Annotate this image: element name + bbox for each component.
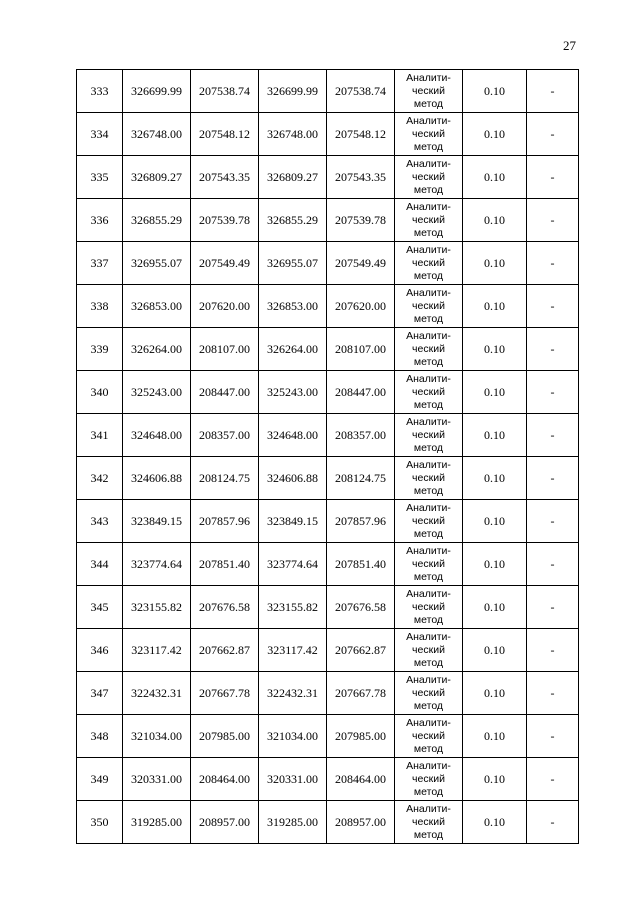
method-cell: [395, 758, 463, 801]
note-cell: -: [527, 715, 579, 758]
y-coord-existing-cell: 208464.00: [327, 758, 395, 801]
method-text-line: метод: [413, 140, 444, 153]
table-row: [77, 629, 579, 672]
y-coord-cell: 207548.12: [191, 113, 259, 156]
accuracy-cell: 0.10: [463, 629, 527, 672]
y-coord-cell: 208957.00: [191, 801, 259, 844]
y-coord-existing-cell: 208124.75: [327, 457, 395, 500]
y-coord-existing-cell: 208447.00: [327, 371, 395, 414]
method-cell: [395, 70, 463, 113]
method-text-line: ческий: [412, 729, 445, 742]
method-text-line: Аналити-: [406, 114, 451, 127]
method-cell: [395, 801, 463, 844]
x-coord-cell: 320331.00: [123, 758, 191, 801]
method-cell: [395, 715, 463, 758]
method-text-line: метод: [413, 742, 444, 755]
y-coord-existing-cell: 208957.00: [327, 801, 395, 844]
x-coord-cell: 325243.00: [123, 371, 191, 414]
point-number-cell: 348: [77, 715, 123, 758]
point-number-cell: 347: [77, 672, 123, 715]
method-text-line: метод: [413, 527, 444, 540]
note-cell: -: [527, 414, 579, 457]
method-cell: [395, 457, 463, 500]
table-row: [77, 715, 579, 758]
x-coord-existing-cell: 325243.00: [259, 371, 327, 414]
method-text-line: ческий: [412, 643, 445, 656]
point-number-cell: 340: [77, 371, 123, 414]
method-text-line: ческий: [412, 170, 445, 183]
accuracy-cell: 0.10: [463, 801, 527, 844]
table-row: [77, 758, 579, 801]
method-text-line: метод: [413, 398, 444, 411]
note-cell: -: [527, 371, 579, 414]
accuracy-cell: 0.10: [463, 199, 527, 242]
method-text-line: метод: [413, 269, 444, 282]
table-row: [77, 414, 579, 457]
x-coord-existing-cell: 323117.42: [259, 629, 327, 672]
point-number-cell: 336: [77, 199, 123, 242]
y-coord-cell: 208107.00: [191, 328, 259, 371]
method-cell: [395, 328, 463, 371]
method-text-line: ческий: [412, 385, 445, 398]
x-coord-existing-cell: 326853.00: [259, 285, 327, 328]
x-coord-cell: 322432.31: [123, 672, 191, 715]
accuracy-cell: 0.10: [463, 371, 527, 414]
point-number-cell: 341: [77, 414, 123, 457]
x-coord-cell: 319285.00: [123, 801, 191, 844]
x-coord-cell: 326809.27: [123, 156, 191, 199]
x-coord-existing-cell: 322432.31: [259, 672, 327, 715]
x-coord-cell: 326853.00: [123, 285, 191, 328]
y-coord-cell: 207676.58: [191, 586, 259, 629]
y-coord-existing-cell: 207662.87: [327, 629, 395, 672]
method-text-line: Аналити-: [406, 286, 451, 299]
y-coord-cell: 207620.00: [191, 285, 259, 328]
method-text-line: Аналити-: [406, 372, 451, 385]
method-cell: [395, 672, 463, 715]
x-coord-existing-cell: 326855.29: [259, 199, 327, 242]
method-text-line: ческий: [412, 557, 445, 570]
x-coord-existing-cell: 326748.00: [259, 113, 327, 156]
x-coord-existing-cell: 326699.99: [259, 70, 327, 113]
method-text-line: метод: [413, 613, 444, 626]
y-coord-existing-cell: 207851.40: [327, 543, 395, 586]
point-number-cell: 345: [77, 586, 123, 629]
note-cell: -: [527, 629, 579, 672]
accuracy-cell: 0.10: [463, 457, 527, 500]
note-cell: -: [527, 672, 579, 715]
note-cell: -: [527, 156, 579, 199]
method-text-line: метод: [413, 97, 444, 110]
accuracy-cell: 0.10: [463, 500, 527, 543]
y-coord-cell: 207543.35: [191, 156, 259, 199]
y-coord-existing-cell: 207539.78: [327, 199, 395, 242]
y-coord-cell: 208357.00: [191, 414, 259, 457]
table-row: [77, 500, 579, 543]
method-cell: [395, 199, 463, 242]
table-row: [77, 543, 579, 586]
point-number-cell: 342: [77, 457, 123, 500]
y-coord-cell: 207549.49: [191, 242, 259, 285]
method-text-line: Аналити-: [406, 157, 451, 170]
note-cell: -: [527, 801, 579, 844]
method-text-line: Аналити-: [406, 200, 451, 213]
point-number-cell: 349: [77, 758, 123, 801]
table-row: [77, 371, 579, 414]
method-text-line: Аналити-: [406, 802, 451, 815]
table-row: [77, 328, 579, 371]
point-number-cell: 350: [77, 801, 123, 844]
x-coord-cell: 323155.82: [123, 586, 191, 629]
method-text-line: метод: [413, 312, 444, 325]
y-coord-cell: 207851.40: [191, 543, 259, 586]
y-coord-existing-cell: 208107.00: [327, 328, 395, 371]
y-coord-cell: 208464.00: [191, 758, 259, 801]
x-coord-cell: 326855.29: [123, 199, 191, 242]
method-cell: [395, 629, 463, 672]
method-text-line: Аналити-: [406, 673, 451, 686]
method-text-line: ческий: [412, 428, 445, 441]
point-number-cell: 334: [77, 113, 123, 156]
method-cell: [395, 500, 463, 543]
note-cell: -: [527, 113, 579, 156]
note-cell: -: [527, 457, 579, 500]
method-cell: [395, 586, 463, 629]
accuracy-cell: 0.10: [463, 758, 527, 801]
method-text-line: Аналити-: [406, 458, 451, 471]
note-cell: -: [527, 285, 579, 328]
method-text-line: ческий: [412, 686, 445, 699]
method-text-line: ческий: [412, 600, 445, 613]
y-coord-existing-cell: 207548.12: [327, 113, 395, 156]
method-text-line: метод: [413, 355, 444, 368]
y-coord-cell: 208447.00: [191, 371, 259, 414]
y-coord-existing-cell: 207667.78: [327, 672, 395, 715]
accuracy-cell: 0.10: [463, 113, 527, 156]
method-cell: [395, 285, 463, 328]
y-coord-existing-cell: 207543.35: [327, 156, 395, 199]
method-text-line: Аналити-: [406, 329, 451, 342]
method-text-line: Аналити-: [406, 587, 451, 600]
method-text-line: Аналити-: [406, 71, 451, 84]
accuracy-cell: 0.10: [463, 70, 527, 113]
coordinates-table: [76, 69, 579, 844]
x-coord-cell: 324648.00: [123, 414, 191, 457]
x-coord-cell: 326955.07: [123, 242, 191, 285]
x-coord-cell: 326264.00: [123, 328, 191, 371]
method-text-line: Аналити-: [406, 415, 451, 428]
point-number-cell: 344: [77, 543, 123, 586]
y-coord-cell: 207539.78: [191, 199, 259, 242]
y-coord-existing-cell: 207985.00: [327, 715, 395, 758]
y-coord-existing-cell: 207620.00: [327, 285, 395, 328]
note-cell: -: [527, 500, 579, 543]
accuracy-cell: 0.10: [463, 543, 527, 586]
y-coord-cell: 207985.00: [191, 715, 259, 758]
x-coord-existing-cell: 326955.07: [259, 242, 327, 285]
method-text-line: Аналити-: [406, 630, 451, 643]
method-text-line: ческий: [412, 342, 445, 355]
y-coord-cell: 207857.96: [191, 500, 259, 543]
page-number: 27: [563, 38, 576, 53]
y-coord-existing-cell: 207857.96: [327, 500, 395, 543]
table-row: [77, 156, 579, 199]
method-cell: [395, 371, 463, 414]
method-text-line: метод: [413, 226, 444, 239]
method-text-line: ческий: [412, 84, 445, 97]
note-cell: -: [527, 328, 579, 371]
x-coord-existing-cell: 323774.64: [259, 543, 327, 586]
accuracy-cell: 0.10: [463, 285, 527, 328]
table-row: [77, 242, 579, 285]
x-coord-cell: 323117.42: [123, 629, 191, 672]
x-coord-cell: 321034.00: [123, 715, 191, 758]
point-number-cell: 338: [77, 285, 123, 328]
method-cell: [395, 156, 463, 199]
point-number-cell: 337: [77, 242, 123, 285]
accuracy-cell: 0.10: [463, 586, 527, 629]
point-number-cell: 339: [77, 328, 123, 371]
method-cell: [395, 543, 463, 586]
method-text-line: ческий: [412, 815, 445, 828]
table-row: [77, 586, 579, 629]
accuracy-cell: 0.10: [463, 715, 527, 758]
method-text-line: метод: [413, 484, 444, 497]
table-row: [77, 70, 579, 113]
method-text-line: Аналити-: [406, 716, 451, 729]
method-text-line: Аналити-: [406, 759, 451, 772]
method-cell: [395, 242, 463, 285]
note-cell: -: [527, 242, 579, 285]
note-cell: -: [527, 70, 579, 113]
x-coord-cell: 323774.64: [123, 543, 191, 586]
y-coord-cell: 207667.78: [191, 672, 259, 715]
method-text-line: ческий: [412, 471, 445, 484]
y-coord-existing-cell: 207676.58: [327, 586, 395, 629]
method-cell: [395, 414, 463, 457]
y-coord-cell: 208124.75: [191, 457, 259, 500]
x-coord-existing-cell: 324648.00: [259, 414, 327, 457]
point-number-cell: 343: [77, 500, 123, 543]
method-text-line: метод: [413, 785, 444, 798]
y-coord-existing-cell: 207538.74: [327, 70, 395, 113]
x-coord-existing-cell: 321034.00: [259, 715, 327, 758]
method-text-line: метод: [413, 656, 444, 669]
method-text-line: ческий: [412, 256, 445, 269]
x-coord-cell: 324606.88: [123, 457, 191, 500]
table-body: [77, 70, 579, 844]
table-row: [77, 113, 579, 156]
note-cell: -: [527, 758, 579, 801]
method-cell: [395, 113, 463, 156]
note-cell: -: [527, 586, 579, 629]
method-text-line: метод: [413, 441, 444, 454]
y-coord-cell: 207662.87: [191, 629, 259, 672]
accuracy-cell: 0.10: [463, 672, 527, 715]
method-text-line: ческий: [412, 299, 445, 312]
table-row: [77, 285, 579, 328]
x-coord-existing-cell: 323155.82: [259, 586, 327, 629]
method-text-line: Аналити-: [406, 243, 451, 256]
method-text-line: ческий: [412, 127, 445, 140]
point-number-cell: 333: [77, 70, 123, 113]
note-cell: -: [527, 543, 579, 586]
x-coord-cell: 326699.99: [123, 70, 191, 113]
table-row: [77, 672, 579, 715]
accuracy-cell: 0.10: [463, 328, 527, 371]
method-text-line: метод: [413, 183, 444, 196]
method-text-line: ческий: [412, 772, 445, 785]
x-coord-existing-cell: 326264.00: [259, 328, 327, 371]
method-text-line: ческий: [412, 514, 445, 527]
method-text-line: Аналити-: [406, 501, 451, 514]
table-row: [77, 801, 579, 844]
method-text-line: метод: [413, 570, 444, 583]
method-text-line: метод: [413, 828, 444, 841]
y-coord-existing-cell: 207549.49: [327, 242, 395, 285]
x-coord-existing-cell: 326809.27: [259, 156, 327, 199]
method-text-line: Аналити-: [406, 544, 451, 557]
method-text-line: метод: [413, 699, 444, 712]
x-coord-cell: 323849.15: [123, 500, 191, 543]
accuracy-cell: 0.10: [463, 156, 527, 199]
y-coord-cell: 207538.74: [191, 70, 259, 113]
accuracy-cell: 0.10: [463, 242, 527, 285]
note-cell: -: [527, 199, 579, 242]
table-row: [77, 457, 579, 500]
table-row: [77, 199, 579, 242]
x-coord-existing-cell: 323849.15: [259, 500, 327, 543]
accuracy-cell: 0.10: [463, 414, 527, 457]
x-coord-existing-cell: 319285.00: [259, 801, 327, 844]
x-coord-existing-cell: 320331.00: [259, 758, 327, 801]
point-number-cell: 346: [77, 629, 123, 672]
x-coord-existing-cell: 324606.88: [259, 457, 327, 500]
x-coord-cell: 326748.00: [123, 113, 191, 156]
point-number-cell: 335: [77, 156, 123, 199]
method-text-line: ческий: [412, 213, 445, 226]
y-coord-existing-cell: 208357.00: [327, 414, 395, 457]
